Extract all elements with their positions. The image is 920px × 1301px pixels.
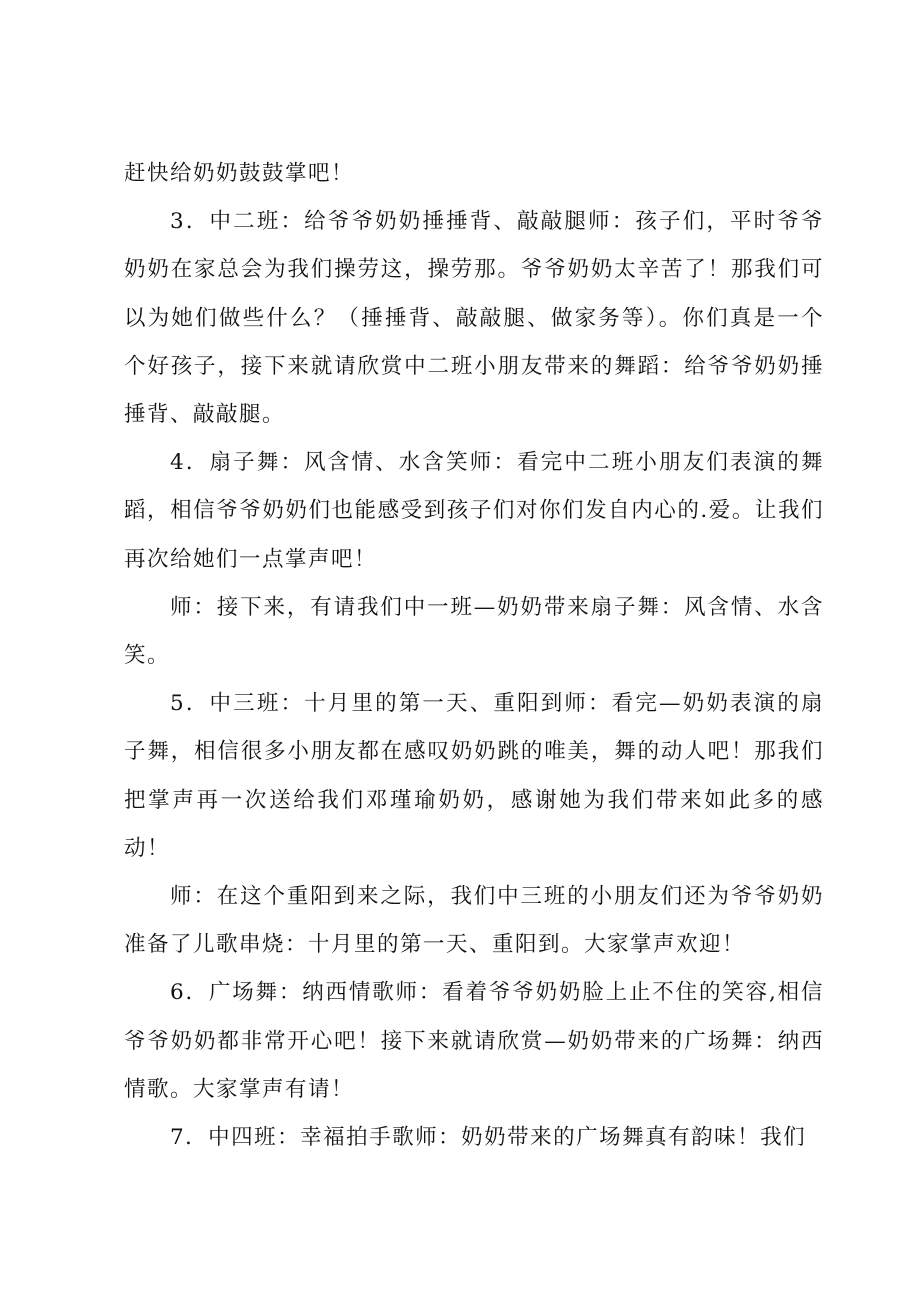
document-body — [124, 150, 824, 1162]
paragraph-item-6: 6．广场舞：纳西情歌师：看着爷爷奶奶脸上止不住的笑容,相信爷爷奶奶都非常开心吧！接下来就请欣赏—奶奶带来的广场舞：纳西情歌。大家掌声有请！ — [124, 980, 824, 1102]
paragraph-item-3: 3．中二班：给爷爷奶奶捶捶背、敲敲腿师：孩子们，平时爷爷奶奶在家总会为我们操劳这，操劳那。爷爷奶奶太辛苦了！那我们可以为她们做些什么？（捶捶背、敲敲腿、做家务等）。你们真是一个个好孩子，接下来就请欣赏中二班小朋友带来的舞蹈：给爷爷奶奶捶捶背、敲敲腿。 — [124, 209, 824, 428]
paragraph-item-5: 5．中三班：十月里的第一天、重阳到师：看完—奶奶表演的扇子舞，相信很多小朋友都在感叹奶奶跳的唯美，舞的动人吧！那我们把掌声再一次送给我们邓瑾瑜奶奶，感谢她为我们带来如此多的感动！ — [124, 691, 824, 861]
paragraph-teacher-line-2: 师：在这个重阳到来之际，我们中三班的小朋友们还为爷爷奶奶准备了儿歌串烧：十月里的第一天、重阳到。大家掌声欢迎！ — [124, 884, 824, 958]
paragraph-item-7: 7．中四班：幸福拍手歌师：奶奶带来的广场舞真有韵味！我们 — [170, 1125, 807, 1151]
paragraph-item-4: 4．扇子舞：风含情、水含笑师：看完中二班小朋友们表演的舞蹈，相信爷爷奶奶们也能感受到孩子们对你们发自内心的.爱。让我们再次给她们一点掌声吧！ — [124, 450, 824, 572]
paragraph-teacher-line-1: 师：接下来，有请我们中一班—奶奶带来扇子舞：风含情、水含笑。 — [124, 594, 824, 669]
paragraph-closing-line: 赶快给奶奶鼓鼓掌吧！ — [124, 161, 355, 186]
